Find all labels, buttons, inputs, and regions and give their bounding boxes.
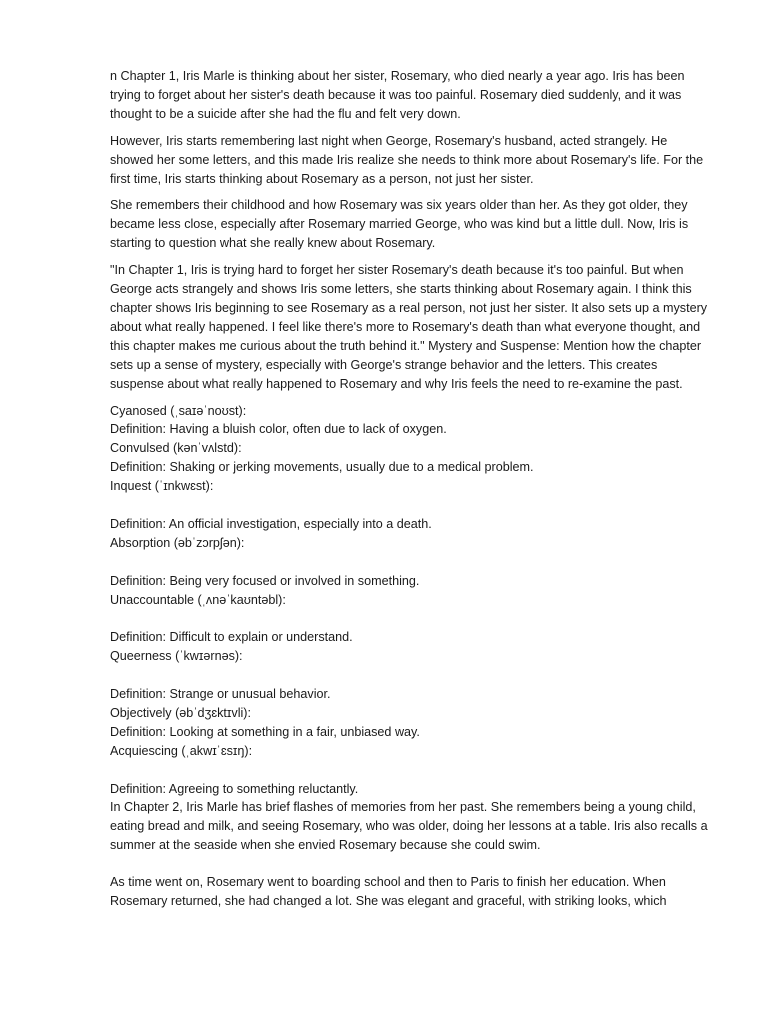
blank-line bbox=[110, 609, 712, 628]
vocab-term: Convulsed (kənˈvʌlstd): bbox=[110, 441, 242, 456]
paragraph-chapter2-intro: In Chapter 2, Iris Marle has brief flashes of memories from her past. She remembers being a young child, eating bread and milk, and seeing Rosemary, who was older, doing her lessons at a table. Iris also recalls a summer at the seaside when she envied Rosemary because she could swim. bbox=[110, 800, 708, 853]
document-page bbox=[110, 67, 712, 919]
blank-line bbox=[110, 666, 712, 685]
vocab-term: Unaccountable (ˌʌnəˈkaʊntəbl): bbox=[110, 592, 286, 607]
vocab-definition: Definition: Shaking or jerking movements, usually due to a medical problem. bbox=[110, 460, 534, 475]
vocab-term: Queerness (ˈkwɪərnəs): bbox=[110, 649, 243, 664]
vocab-term: Absorption (əbˈzɔrpʃən): bbox=[110, 535, 245, 550]
paragraph-childhood: She remembers their childhood and how Rosemary was six years older than her. As they got older, they became less close, especially after Rosemary married George, who was kind but a little dull. Now, Iris is starting to question what she really knew about Rosemary. bbox=[110, 198, 689, 251]
vocab-definition: Definition: Agreeing to something reluctantly. bbox=[110, 781, 359, 796]
paragraph-reflection: "In Chapter 1, Iris is trying hard to forget her sister Rosemary's death because it's too painful. But when George acts strangely and shows Iris some letters, she starts thinking about Rosemary again. I think this chapter shows Iris beginning to see Rosemary as a real person, not just her sister. It also sets up a mystery about what really happened. I feel like there's more to Rosemary's death than what everyone thought, and this chapter makes me curious about the truth behind it." Mystery and Suspense: Mention how the chapter sets up a sense of mystery, especially with George's strange behavior and the letters. This creates suspense about what really happened to Rosemary and why Iris feels the need to re-examine the past. bbox=[110, 263, 708, 391]
blank-line bbox=[110, 553, 712, 572]
paragraph-george-letters: However, Iris starts remembering last night when George, Rosemary's husband, acted strangely. He showed her some letters, and this made Iris realize she needs to think more about Rosemary's life. For the first time, Iris starts thinking about Rosemary as a person, not just her sister. bbox=[110, 133, 704, 186]
blank-line bbox=[110, 761, 712, 780]
paragraph-chapter1-intro: n Chapter 1, Iris Marle is thinking about her sister, Rosemary, who died nearly a year ago. Iris has been trying to forget about her sister's death because it was too painful. Rosemary died suddenly, and it was thought to be a suicide after she had the flu and felt very down. bbox=[110, 69, 685, 121]
vocab-definition: Definition: An official investigation, especially into a death. bbox=[110, 516, 432, 531]
blank-line bbox=[110, 496, 712, 515]
vocab-term: Inquest (ˈɪnkwɛst): bbox=[110, 479, 214, 494]
vocab-definition: Definition: Having a bluish color, often due to lack of oxygen. bbox=[110, 422, 447, 437]
vocabulary-list bbox=[110, 402, 712, 799]
vocab-definition: Definition: Strange or unusual behavior. bbox=[110, 687, 331, 702]
paragraph-chapter2-boarding: As time went on, Rosemary went to boarding school and then to Paris to finish her education. When Rosemary returned, she had changed a lot. She was elegant and graceful, with striking looks, which bbox=[110, 875, 667, 909]
vocab-definition: Definition: Difficult to explain or understand. bbox=[110, 630, 353, 645]
vocab-definition: Definition: Being very focused or involved in something. bbox=[110, 573, 420, 588]
vocab-definition: Definition: Looking at something in a fair, unbiased way. bbox=[110, 724, 420, 739]
vocab-term: Objectively (əbˈdʒɛktɪvli): bbox=[110, 705, 251, 720]
vocab-term: Cyanosed (ˌsaɪəˈnoʊst): bbox=[110, 403, 247, 418]
vocab-term: Acquiescing (ˌakwɪˈɛsɪŋ): bbox=[110, 743, 253, 758]
